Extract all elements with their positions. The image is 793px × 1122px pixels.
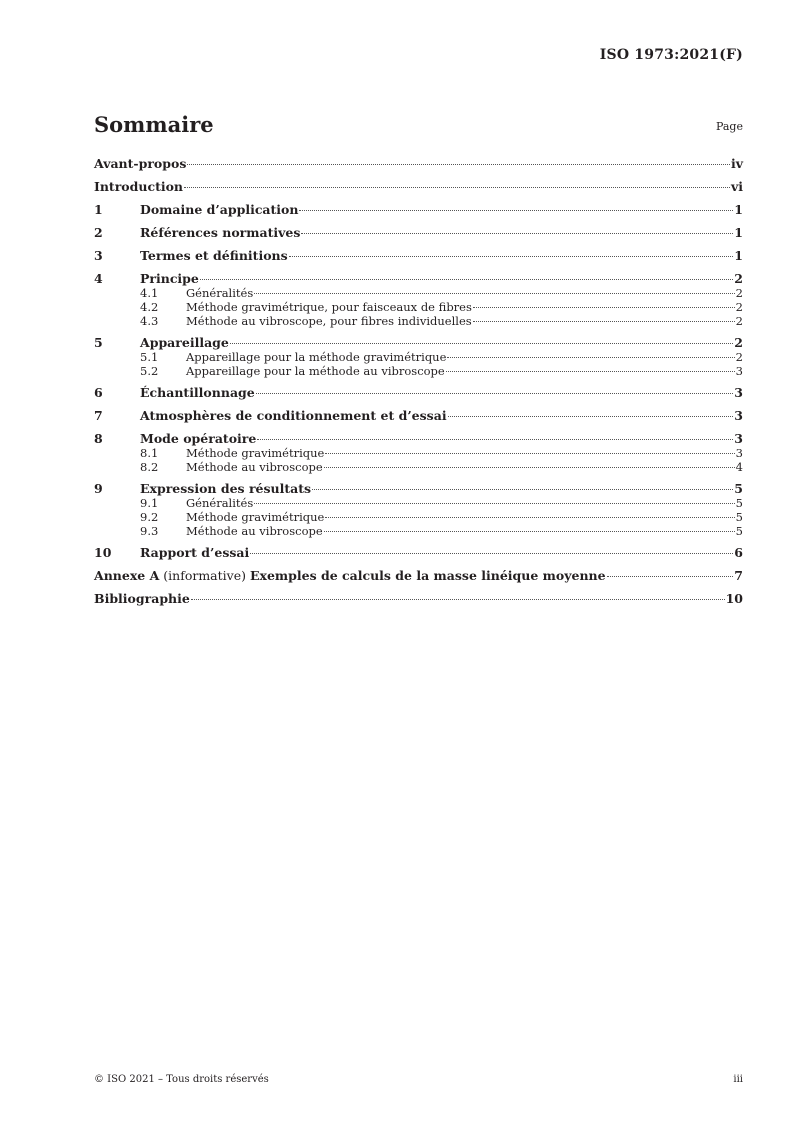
toc-entry-number: 6	[94, 385, 103, 400]
toc-entry-page: vi	[730, 179, 743, 194]
toc-entry-page: 3	[734, 431, 743, 446]
toc-entry-label: Appareillage pour la méthode gravimétrique	[186, 350, 447, 364]
toc-entry-label-tail: Exemples de calculs de la masse linéique moyenne	[249, 568, 606, 583]
toc-entry[interactable]	[94, 481, 743, 496]
toc-dot-leader	[324, 531, 735, 532]
toc-entry-number: 9.1	[140, 496, 159, 510]
toc-dot-leader	[473, 321, 735, 322]
page-column-label: Page	[715, 120, 743, 133]
toc-dot-leader	[254, 503, 734, 504]
toc-entry-label: Méthode au vibroscope, pour fibres individuelles	[186, 314, 472, 328]
toc-entry-number: 4.3	[140, 314, 159, 328]
toc-entry-label-head: Annexe A	[94, 568, 160, 583]
toc-entry-label: Généralités	[186, 286, 254, 300]
toc-entry-page: 3	[735, 446, 743, 460]
toc-entry-number: 2	[94, 225, 103, 240]
toc-entry-page: 10	[725, 591, 743, 606]
toc-dot-leader	[200, 279, 733, 280]
toc-entry-label: Expression des résultats	[140, 481, 312, 496]
toc-entry-page: iv	[730, 156, 743, 171]
toc-entry-label: Méthode gravimétrique	[186, 446, 325, 460]
toc-entry[interactable]	[94, 364, 743, 378]
toc-entry-label: Appareillage	[140, 335, 229, 350]
toc-entry-label: Rapport d’essai	[140, 545, 250, 560]
toc-entry-label-note: (informative)	[159, 568, 250, 583]
toc-dot-leader	[312, 489, 733, 490]
toc-entry[interactable]	[94, 350, 743, 364]
toc-entry[interactable]	[94, 179, 743, 194]
toc-dot-leader	[256, 393, 734, 394]
toc-entry-page: 2	[735, 286, 743, 300]
toc-entry-label: Termes et définitions	[140, 248, 288, 263]
toc-entry-page: 2	[734, 335, 743, 350]
toc-entry-label: Méthode gravimétrique, pour faisceaux de fibres	[186, 300, 472, 314]
toc-dot-leader	[325, 517, 734, 518]
toc-entry-number: 9.3	[140, 524, 159, 538]
toc-dot-leader	[254, 293, 734, 294]
toc-entry-label: Mode opératoire	[140, 431, 257, 446]
toc-entry-page: 5	[735, 496, 743, 510]
toc-entry-number: 8	[94, 431, 103, 446]
toc-entry-number: 1	[94, 202, 103, 217]
toc-entry-page: 2	[735, 350, 743, 364]
toc-entry[interactable]	[94, 446, 743, 460]
toc-entry-label: Échantillonnage	[140, 385, 255, 400]
toc-dot-leader	[187, 164, 730, 165]
toc-entry-label: Méthode au vibroscope	[186, 460, 323, 474]
toc-entry-number: 9	[94, 481, 103, 496]
toc-entry-page: 3	[734, 408, 743, 423]
toc-entry[interactable]	[94, 271, 743, 286]
toc-entry-number: 3	[94, 248, 103, 263]
toc-entry-label: Généralités	[186, 496, 254, 510]
toc-entry[interactable]	[94, 568, 743, 583]
header-code: ISO 1973:2021(F)	[599, 47, 743, 63]
toc-dot-leader	[448, 416, 734, 417]
toc-entry[interactable]	[94, 225, 743, 240]
toc-entry[interactable]	[94, 286, 743, 300]
toc-entry-number: 5.2	[140, 364, 159, 378]
toc-entry-number: 5	[94, 335, 103, 350]
toc-dot-leader	[299, 210, 733, 211]
toc-entry-number: 9.2	[140, 510, 159, 524]
page-title: Sommaire	[94, 112, 214, 137]
toc-dot-leader	[325, 453, 734, 454]
toc-entry-label	[94, 568, 606, 583]
toc-entry-number: 4.2	[140, 300, 159, 314]
toc-entry-label: Références normatives	[140, 225, 301, 240]
toc-dot-leader	[184, 187, 730, 188]
toc-entry-page: 2	[735, 300, 743, 314]
toc-dot-leader	[446, 371, 735, 372]
toc-dot-leader	[191, 599, 725, 600]
toc-entry-number: 10	[94, 545, 112, 560]
toc-entry-number: 8.2	[140, 460, 159, 474]
toc-entry[interactable]	[94, 545, 743, 560]
toc-entry[interactable]	[94, 335, 743, 350]
toc-entry[interactable]	[94, 460, 743, 474]
toc-entry[interactable]	[94, 202, 743, 217]
toc-entry-page: 3	[735, 364, 743, 378]
footer-page-number: iii	[733, 1074, 743, 1085]
toc-entry-page: 2	[734, 271, 743, 286]
toc-entry-number: 8.1	[140, 446, 159, 460]
toc-entry-page: 4	[735, 460, 743, 474]
toc-entry-label: Appareillage pour la méthode au vibroscope	[186, 364, 445, 378]
toc-dot-leader	[289, 256, 734, 257]
toc-entry-page: 2	[735, 314, 743, 328]
toc-entry-label: Avant-propos	[94, 156, 187, 171]
toc-entry-label: Atmosphères de conditionnement et d’essai	[140, 408, 447, 423]
footer-copyright: © ISO 2021 – Tous droits réservés	[94, 1074, 269, 1085]
toc-dot-leader	[473, 307, 735, 308]
toc-entry-number: 4.1	[140, 286, 159, 300]
toc-entry[interactable]	[94, 156, 743, 171]
toc-entry-label: Bibliographie	[94, 591, 190, 606]
table-of-contents	[94, 156, 743, 606]
toc-entry-label: Introduction	[94, 179, 184, 194]
toc-entry[interactable]	[94, 314, 743, 328]
toc-entry-label: Méthode gravimétrique	[186, 510, 325, 524]
toc-dot-leader	[447, 357, 734, 358]
toc-entry-page: 5	[734, 481, 743, 496]
toc-entry[interactable]	[94, 385, 743, 400]
toc-entry[interactable]	[94, 510, 743, 524]
toc-dot-leader	[257, 439, 733, 440]
toc-dot-leader	[301, 233, 733, 234]
toc-entry-number: 7	[94, 408, 103, 423]
toc-entry-page: 5	[735, 510, 743, 524]
toc-entry[interactable]	[94, 248, 743, 263]
toc-entry[interactable]	[94, 431, 743, 446]
toc-entry-page: 1	[734, 202, 743, 217]
toc-entry-label: Méthode au vibroscope	[186, 524, 323, 538]
toc-entry-page: 3	[734, 385, 743, 400]
toc-entry[interactable]	[94, 300, 743, 314]
toc-dot-leader	[324, 467, 735, 468]
toc-entry-page: 5	[735, 524, 743, 538]
toc-entry-label: Principe	[140, 271, 199, 286]
toc-dot-leader	[250, 553, 733, 554]
toc-entry-label: Domaine d’application	[140, 202, 299, 217]
toc-entry[interactable]	[94, 591, 743, 606]
toc-entry-page: 1	[734, 225, 743, 240]
toc-dot-leader	[230, 343, 733, 344]
toc-entry[interactable]	[94, 524, 743, 538]
toc-entry-page: 7	[734, 568, 743, 583]
toc-entry-number: 4	[94, 271, 103, 286]
toc-entry-page: 6	[734, 545, 743, 560]
toc-dot-leader	[607, 576, 734, 577]
toc-entry-page: 1	[734, 248, 743, 263]
toc-entry[interactable]	[94, 408, 743, 423]
toc-entry[interactable]	[94, 496, 743, 510]
toc-entry-number: 5.1	[140, 350, 159, 364]
